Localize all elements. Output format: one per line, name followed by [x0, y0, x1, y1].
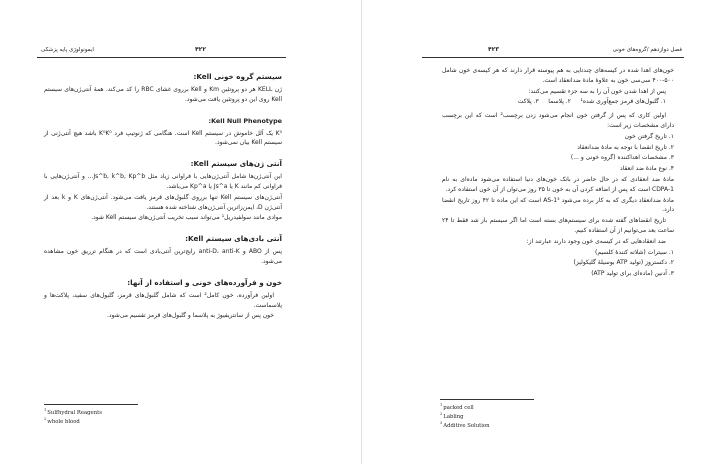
- book-title: ایمونولوژی پایه پزشکی: [41, 47, 94, 53]
- section-heading-kell-antibodies: آنتی بادی‌های سیستم Kell:: [185, 234, 282, 244]
- running-header: [37, 45, 286, 58]
- footnote: $^2$Labling: [440, 412, 464, 420]
- paragraph: خون پس از سانتریفیوژ به پلاسما و گلبول‌های قرمز تقسیم می‌شود.: [107, 312, 274, 320]
- paragraph: اولین فرآورده، خون کامل² است که شامل گلبول‌های قرمز، گلبول‌های سفید، پلاکت‌ها و پلاسماست.: [44, 291, 282, 309]
- footnote: $^3$Additive Solution: [440, 421, 490, 430]
- list-item: ۴. نوع مادهٔ ضد انعقاد: [620, 165, 674, 173]
- paragraph: ضد انعقادهایی که در کیسه‌ی خون وجود دارند عبارتند از:: [526, 237, 666, 245]
- component-list: [442, 97, 674, 107]
- footnotes: [440, 399, 534, 430]
- running-header: [422, 45, 684, 58]
- page-number: ۴۲۲: [195, 46, 206, 53]
- list-item: ۲. پلاسما: [548, 98, 571, 106]
- list-item: ۳. مشخصات اهداکننده (گروه خونی و ...): [570, 154, 674, 162]
- right-page-body: [442, 66, 674, 280]
- right-page: [362, 0, 722, 464]
- page-number: ۴۲۳: [488, 46, 499, 53]
- footnote-rule: [440, 399, 534, 400]
- list-item: ۳. آدنین (ماده‌ای برای تولید ATP): [591, 270, 674, 278]
- paragraph: این آنتی‌ژن‌ها شامل آنتی‌ژن‌هایی با فراوانی زیاد مثل Js^b, k^b, Kp^b... و آنتی‌ژن‌هایی با فراوانی کم مانند K یا Js^a یا Kp^a می‌باشد.: [44, 173, 282, 190]
- list-item: ۱. گلبول‌های قرمز جمع‌آوری شده¹: [580, 98, 666, 106]
- footnote: $^1$Sulfhydral Reagents: [44, 408, 102, 416]
- paragraph: موادی مانند سولفیدریل¹ می‌تواند سبب تخریب آنتی‌ژن‌های سیستم Kell شود.: [91, 214, 282, 222]
- section-heading-blood-products: خون و فرآورده‌های خونی و استفاده از آنها:: [127, 277, 282, 287]
- footnote-rule: [44, 404, 138, 405]
- footnote: $^2$whole blood: [44, 417, 80, 425]
- section-heading-kell-null: Kell Null Phenotype:: [208, 116, 282, 125]
- list-item: ۲. تاریخ انقضا با توجه به مادهٔ ضدانعقاد: [577, 143, 674, 151]
- list-item: ۲. دکستروز (تولید ATP بوسیلهٔ گلیکولیز): [573, 259, 674, 267]
- paragraph: مادهٔ ضد انعقادی که در حال حاضر در بانک خون‌های دنیا استفاده می‌شود ماده‌ای به نام CDPA-1 است که پس از اضافه کردن آن به خون تا ۳۵ روز می‌توان از آن خون استفاده کرد.: [442, 175, 674, 193]
- chapter-title: فصل دوازدهم /گروه‌های خونی: [612, 47, 682, 53]
- paragraph: K⁰ یک آلل خاموش در سیستم Kell است. هنگامی که ژنوتیپ فرد K⁰K⁰ باشد هیچ آنتی‌ژنی از سیستم Kell بیان نمی‌شود.: [44, 129, 283, 147]
- paragraph: تاریخ انقضاهای گفته شده برای سیستم‌های بسته است اما اگر سیستم باز شد فقط تا ۲۴ ساعت بعد می‌توانیم از آن استفاده کنیم.: [442, 217, 674, 234]
- section-heading-kell: سیستم گروه خونی Kell:: [193, 72, 282, 81]
- paragraph: خون‌های اهدا شده در کیسه‌های چندتایی به هم پیوسته قرار دارند که هر کیسه‌ی خون شامل ۵۰۰-۴۰۰ سی‌سی خون به علاوهٔ مادهٔ ضدانعقاد است.: [442, 67, 674, 84]
- footnotes: [44, 404, 138, 425]
- paragraph: پس از اهدا شدن خون آن را به سه جزء تقسیم می‌کنند:: [528, 87, 666, 95]
- paragraph: آنتی‌ژن‌های سیستم Kell تنها برروی گلبول‌های قرمز یافت می‌شود. آنتی‌ژن‌های K و k بعد از آنتی‌ژن D، ایمن‌زاترین آنتی‌ژن‌های شناخته شده هستند.: [44, 193, 283, 211]
- paragraph: پس از ABO و anti-D، anti-K رایج‌ترین آنتی‌بادی است که در هنگام تزریق خون مشاهده می‌شود.: [44, 248, 282, 265]
- paragraph: ژن KELL هر دو پروتئین Km و Kell برروی غشای RBC را کد می‌کند. همهٔ آنتی‌ژن‌های سیستم Kell روی این دو پروتئین یافت می‌شود.: [44, 86, 282, 103]
- paragraph: مادهٔ ضدانعقاد دیگری که به کار برده می‌شود AS-1³ است که این ماده تا ۴۲ روز تاریخ انقضا دارد.: [442, 196, 675, 214]
- section-heading-kell-antigens: آنتی ژن‌های سیستم Kell:: [190, 159, 282, 169]
- footnote: $^1$packed cell: [440, 403, 474, 411]
- left-page-body: [44, 68, 282, 322]
- list-item: ۱. سیترات (شلاته کنندهٔ کلسیم): [595, 248, 674, 256]
- list-item: ۱. تاریخ گرفتن خون: [624, 132, 674, 140]
- paragraph: اولین کاری که پس از گرفتن خون انجام می‌شود زدن برچسب² است که این برچسب دارای مشخصات زیر است:: [442, 112, 674, 129]
- list-item: ۳. پلاکت: [517, 98, 539, 106]
